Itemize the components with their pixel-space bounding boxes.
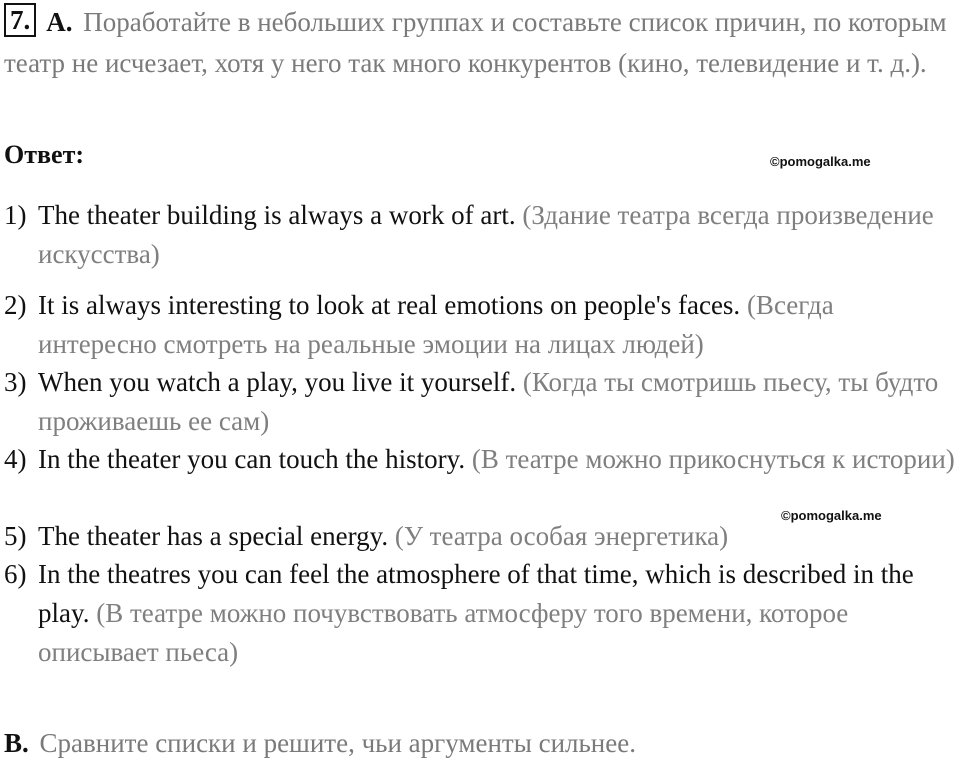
answer-item [4, 196, 956, 274]
item-russian: (Здание театра всегда произведение искусства) [38, 200, 934, 269]
watermark: ©pomogalka.me [770, 154, 871, 169]
item-russian: (В театре можно прикоснуться к истории) [471, 444, 955, 474]
answer-item [4, 286, 956, 364]
task-instruction [4, 2, 950, 84]
item-english: When you watch a play, you live it yourself. [38, 367, 517, 397]
item-russian: (У театра особая энергетика) [394, 521, 729, 551]
item-english: The theater building is always a work of art. [38, 200, 516, 230]
item-number: 6) [4, 559, 27, 589]
answer-item [4, 517, 956, 556]
item-body [38, 196, 956, 274]
watermark: ©pomogalka.me [781, 508, 882, 523]
item-english: In the theatres you can feel the atmosphere of that time, which is described in the play. [38, 559, 914, 628]
item-body [38, 363, 956, 441]
task-letter-b: B. [4, 728, 29, 758]
answer-item [4, 555, 956, 672]
item-number: 1) [4, 200, 27, 230]
item-english: The theater has a special energy. [38, 521, 389, 551]
answer-label: Ответ: [4, 140, 85, 169]
task-letter: A. [46, 7, 73, 37]
item-number: 4) [4, 444, 27, 474]
item-english: It is always interesting to look at real emotions on people's faces. [38, 290, 741, 320]
item-body [38, 517, 956, 556]
item-russian: (Когда ты смотришь пьесу, ты будто проживаешь ее сам) [38, 367, 939, 436]
item-body [38, 555, 956, 672]
task-part-b-text: Сравните списки и решите, чьи аргументы сильнее. [39, 728, 636, 758]
item-russian: (Всегда интересно смотреть на реальные эмоции на лицах людей) [38, 290, 834, 359]
item-number: 5) [4, 521, 27, 551]
task-instruction-text: Поработайте в небольших группах и составьте список причин, по которым театр не исчезает, хотя у него так много конкурентов (кино, телевидение и т. д.). [4, 7, 947, 78]
answer-item [4, 440, 956, 479]
item-english: In the theater you can touch the history. [38, 444, 466, 474]
item-body [38, 440, 956, 479]
answer-item [4, 363, 956, 441]
item-number: 3) [4, 367, 27, 397]
item-number: 2) [4, 290, 27, 320]
item-body [38, 286, 956, 364]
task-number: 7. [4, 3, 36, 37]
item-russian: (В театре можно почувствовать атмосферу того времени, которое описывает пьеса) [38, 598, 849, 667]
task-part-b [4, 728, 636, 759]
